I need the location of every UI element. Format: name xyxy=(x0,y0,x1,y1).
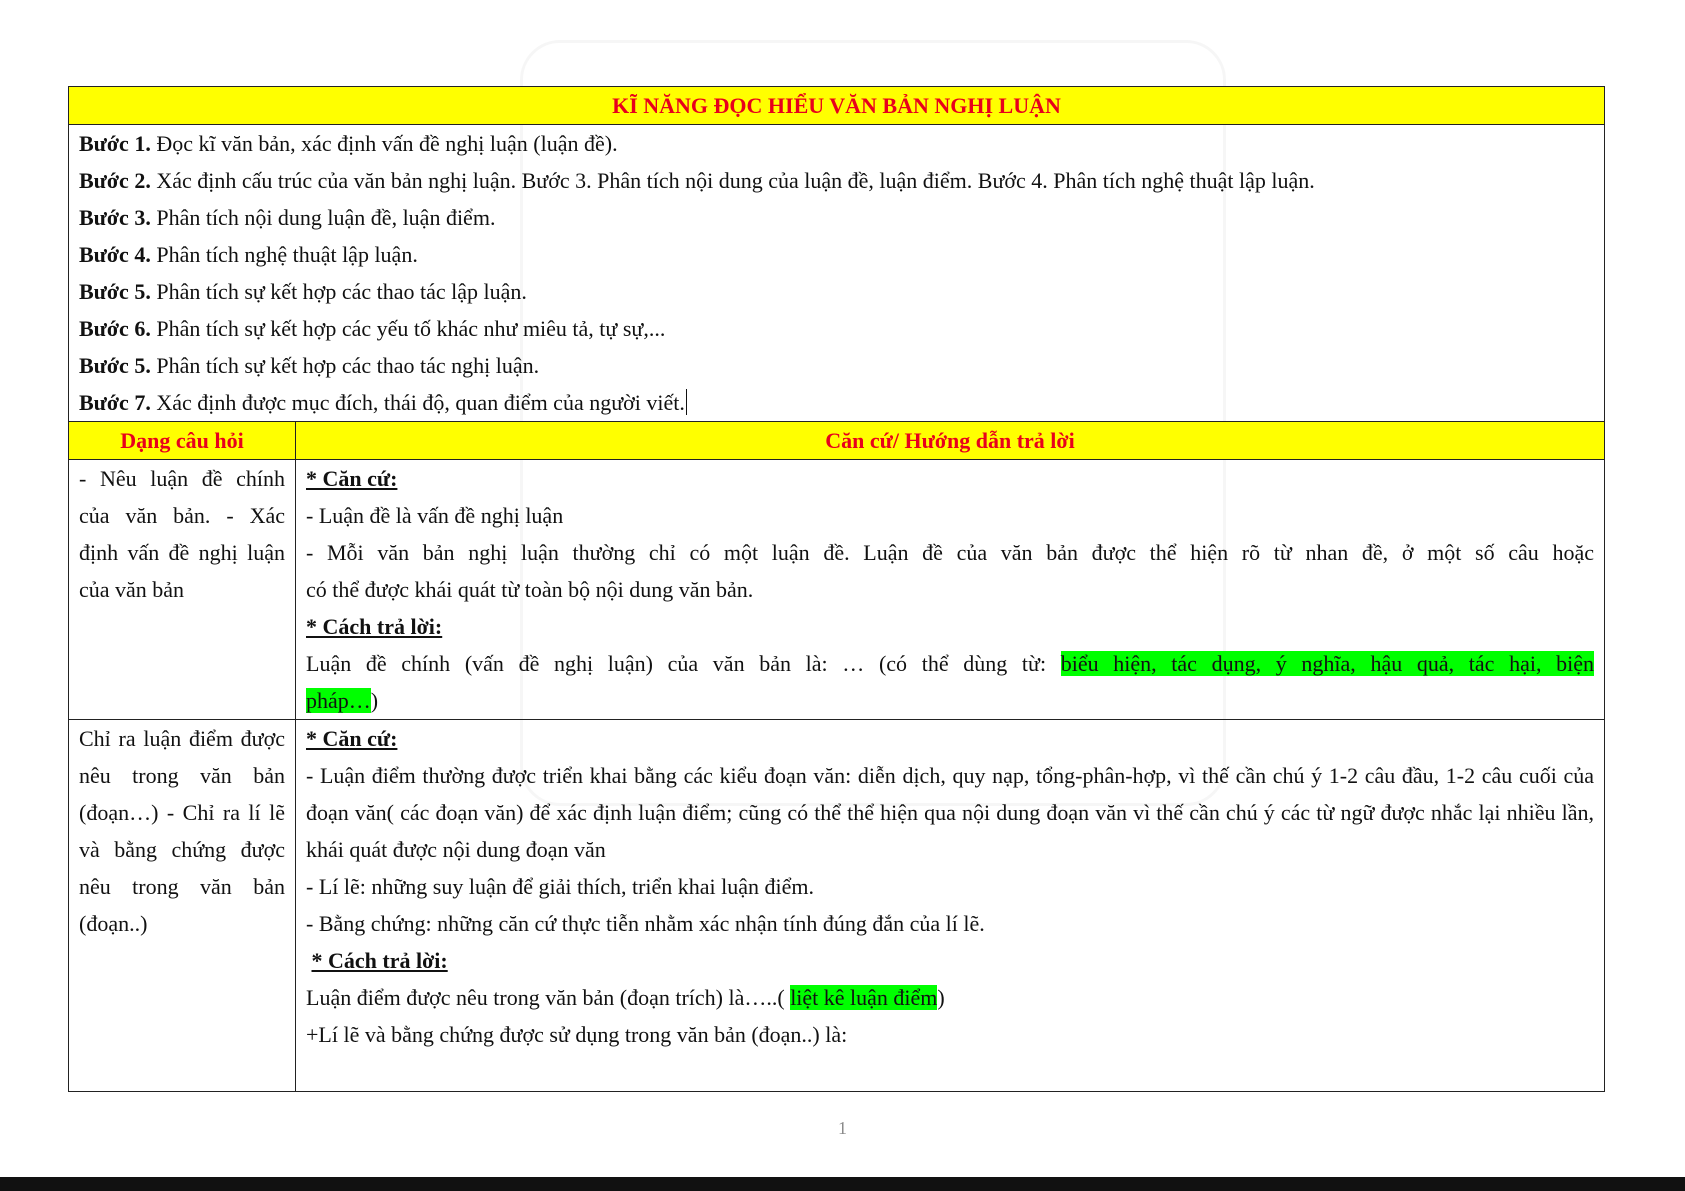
basis-heading: * Căn cứ: xyxy=(306,726,398,751)
step-label: Bước 1. xyxy=(79,131,151,156)
step-label: Bước 3. xyxy=(79,205,151,230)
step-text: Phân tích sự kết hợp các thao tác nghị luận. xyxy=(150,353,540,378)
step-label: Bước 4. xyxy=(79,242,151,267)
answer-text: Luận điểm được nêu trong văn bản (đoạn trích) là…..( xyxy=(306,985,791,1010)
steps-row xyxy=(69,125,1605,422)
basis-paragraph: - Luận điểm thường được triển khai bằng các kiểu đoạn văn: diễn dịch, quy nạp, tổng-phân-hợp, vì thế cần chú ý 1-2 câu đầu, 1-2 câu cuối của đoạn văn( các đoạn văn) để xác định luận điểm; cũng có thể thể hiện qua nội dung đoạn văn vì thế cần chú ý các từ ngữ được nhắc lại nhiều lần, khái quát được nội dung đoạn văn xyxy=(306,763,1594,862)
answer-line xyxy=(306,645,1594,682)
step-text: Phân tích sự kết hợp các thao tác lập luận. xyxy=(150,279,527,304)
highlighted-text: biểu hiện, tác dụng, ý nghĩa, hậu quả, tác hại, biện xyxy=(1060,651,1594,676)
title-row xyxy=(69,87,1605,125)
column-header-question-type: Dạng câu hỏi xyxy=(69,422,296,460)
basis-heading: * Căn cứ: xyxy=(306,466,398,491)
step-text: Phân tích sự kết hợp các yếu tố khác như miêu tả, tự sự,... xyxy=(150,316,666,341)
step-text: Phân tích nội dung luận đề, luận điểm. xyxy=(150,205,496,230)
answer-line xyxy=(306,682,1594,719)
step-label: Bước 7. xyxy=(79,390,151,415)
answer-heading: * Cách trả lời: xyxy=(306,614,443,639)
step-text: Đọc kĩ văn bản, xác định vấn đề nghị luận (luận đề). xyxy=(150,131,618,156)
column-header-guide: Căn cứ/ Hướng dẫn trả lời xyxy=(296,422,1605,460)
basis-line: có thể được khái quát từ toàn bộ nội dung văn bản. xyxy=(306,577,754,602)
page-footer-bar xyxy=(0,1177,1685,1191)
guide-cell[interactable] xyxy=(296,720,1605,1092)
answer-heading: * Cách trả lời: xyxy=(311,948,448,973)
answer-line xyxy=(306,979,1594,1016)
steps-cell[interactable] xyxy=(69,125,1605,422)
step-label: Bước 5. xyxy=(79,279,151,304)
basis-line: - Luận đề là vấn đề nghị luận xyxy=(306,503,564,528)
step-line xyxy=(79,236,1594,273)
highlighted-text: liệt kê luận điểm xyxy=(790,985,938,1010)
answer-text: ) xyxy=(370,688,379,713)
step-label: Bước 5. xyxy=(79,353,151,378)
step-line xyxy=(79,273,1594,310)
table-title: KĨ NĂNG ĐỌC HIỂU VĂN BẢN NGHỊ LUẬN xyxy=(69,87,1605,125)
question-type-cell[interactable]: Chỉ ra luận điểm được nêu trong văn bản (đoạn…) - Chỉ ra lí lẽ và bằng chứng được nêu trong văn bản (đoạn..) xyxy=(69,720,296,1092)
step-line xyxy=(79,347,1594,384)
step-text: Phân tích nghệ thuật lập luận. xyxy=(150,242,418,267)
answer-line: +Lí lẽ và bằng chứng được sử dụng trong văn bản (đoạn..) là: xyxy=(306,1022,848,1047)
table-row xyxy=(69,460,1605,720)
column-header-row xyxy=(69,422,1605,460)
question-type-cell[interactable]: - Nêu luận đề chính của văn bản. - Xác định vấn đề nghị luận của văn bản xyxy=(69,460,296,720)
page-number: 1 xyxy=(838,1118,847,1138)
step-line xyxy=(79,199,1594,236)
basis-line: - Mỗi văn bản nghị luận thường chỉ có một luận đề. Luận đề của văn bản được thể hiện rõ từ nhan đề, ở một số câu hoặc xyxy=(306,540,1594,565)
answer-text: ) xyxy=(937,985,945,1010)
basis-line: - Lí lẽ: những suy luận để giải thích, triển khai luận điểm. xyxy=(306,874,815,899)
basis-line: - Bằng chứng: những căn cứ thực tiễn nhằm xác nhận tính đúng đắn của lí lẽ. xyxy=(306,911,985,936)
table-row xyxy=(69,720,1605,1092)
step-text: Xác định được mục đích, thái độ, quan điểm của người viết. xyxy=(150,390,685,415)
step-line xyxy=(79,162,1594,199)
step-label: Bước 2. xyxy=(79,168,151,193)
answer-text: Luận đề chính (vấn đề nghị luận) của văn bản là: … (có thể dùng từ: xyxy=(306,651,1061,676)
step-line xyxy=(79,384,1594,421)
step-text: Xác định cấu trúc của văn bản nghị luận. Bước 3. Phân tích nội dung của luận đề, luận điểm. Bước 4. Phân tích nghệ thuật lập luận. xyxy=(150,168,1315,193)
step-line xyxy=(79,125,1594,162)
highlighted-text: pháp… xyxy=(306,688,371,713)
study-guide-table xyxy=(68,86,1605,1092)
step-label: Bước 6. xyxy=(79,316,151,341)
step-line xyxy=(79,310,1594,347)
text-cursor xyxy=(686,389,688,415)
guide-cell[interactable] xyxy=(296,460,1605,720)
